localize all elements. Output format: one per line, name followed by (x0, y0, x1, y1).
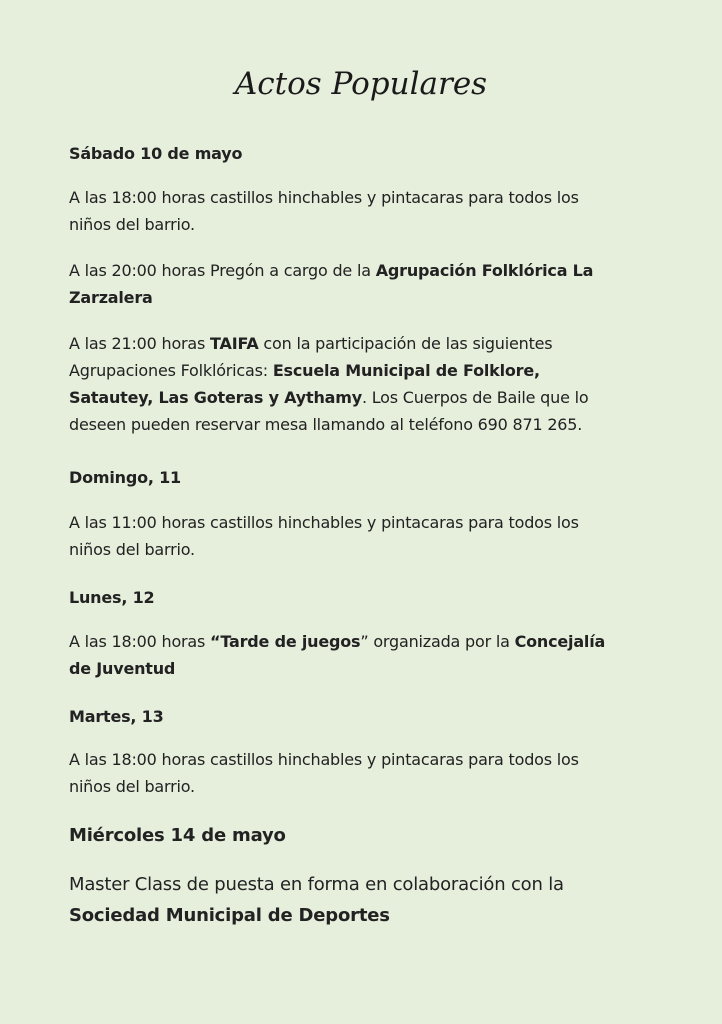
event-tuesday-1 (69, 746, 669, 800)
day-heading-sunday: Domingo, 11 (69, 468, 181, 487)
event-line: A las 11:00 horas castillos hinchables y pintacaras para todos los (69, 513, 579, 532)
event-highlight: Sociedad Municipal de Deportes (69, 905, 390, 926)
day-heading-monday: Lunes, 12 (69, 588, 155, 607)
event-text: A las 18:00 horas (69, 632, 211, 651)
event-line: deseen pueden reservar mesa llamando al teléfono 690 871 265. (69, 415, 583, 434)
event-line (69, 384, 669, 411)
event-highlight: TAIFA (210, 334, 259, 353)
event-line (69, 900, 669, 931)
event-line (69, 357, 669, 384)
event-wednesday-1 (69, 869, 669, 931)
event-line (69, 330, 669, 357)
event-line: niños del barrio. (69, 540, 195, 559)
event-line (69, 655, 669, 682)
event-line (69, 628, 669, 655)
event-saturday-3 (69, 330, 669, 438)
event-line (69, 284, 669, 311)
event-highlight: Satautey, Las Goteras y Aythamy (69, 388, 362, 407)
day-heading-tuesday: Martes, 13 (69, 707, 164, 726)
event-text: . Los Cuerpos de Baile que lo (361, 388, 589, 407)
event-line: Master Class de puesta en forma en colaboración con la (69, 874, 564, 895)
event-highlight: Agrupación Folklórica La (375, 261, 594, 280)
event-highlight: “Tarde de juegos (210, 632, 361, 651)
event-text: con la participación de las siguientes (258, 334, 553, 353)
event-text: ” organizada por la (360, 632, 515, 651)
event-line: A las 18:00 horas castillos hinchables y pintacaras para todos los (69, 750, 579, 769)
event-line: niños del barrio. (69, 215, 195, 234)
event-line: niños del barrio. (69, 777, 195, 796)
event-line: A las 18:00 horas castillos hinchables y pintacaras para todos los (69, 188, 579, 207)
event-highlight: de Juventud (69, 659, 176, 678)
event-saturday-1 (69, 184, 669, 238)
day-heading-saturday: Sábado 10 de mayo (69, 144, 243, 163)
event-highlight: Concejalía (514, 632, 606, 651)
page-title: Actos Populares (234, 66, 488, 102)
event-highlight: Escuela Municipal de Folklore, (272, 361, 540, 380)
event-sunday-1 (69, 509, 669, 563)
day-heading-wednesday: Miércoles 14 de mayo (69, 825, 286, 846)
event-text: A las 20:00 horas Pregón a cargo de la (69, 261, 376, 280)
event-line (69, 257, 669, 284)
event-saturday-2 (69, 257, 669, 311)
event-highlight: Zarzalera (69, 288, 153, 307)
event-text: A las 21:00 horas (69, 334, 211, 353)
event-text: Agrupaciones Folklóricas: (69, 361, 273, 380)
event-monday-1 (69, 628, 669, 682)
